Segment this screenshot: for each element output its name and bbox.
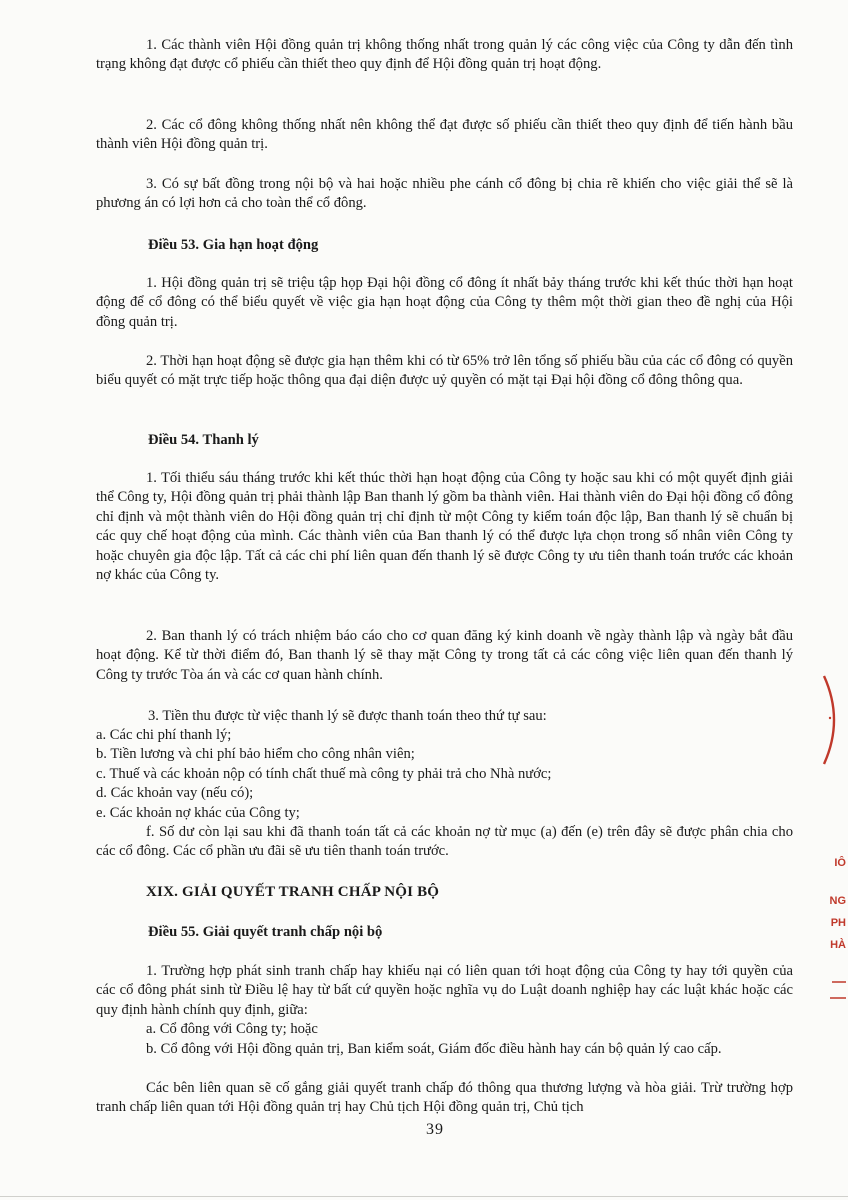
stamp-text: NG bbox=[829, 895, 846, 907]
stamp-text: IÔ bbox=[834, 857, 846, 869]
page-edge bbox=[0, 1196, 848, 1197]
paragraph-dissolution-1: 1. Các thành viên Hội đồng quản trị không thống nhất trong quản lý các công việc của Công ty dẫn đến tình trạng không đạt được cổ phiếu cần thiết theo quy định để Hội đồng quản trị hoạt động. bbox=[96, 37, 793, 73]
list-item: b. Tiền lương và chi phí bảo hiểm cho công nhân viên; bbox=[96, 746, 415, 762]
article-55-heading: Điều 55. Giải quyết tranh chấp nội bộ bbox=[148, 924, 383, 940]
article-54-paragraph-1: 1. Tối thiểu sáu tháng trước khi kết thúc thời hạn hoạt động của Công ty hoặc sau khi có một quyết định giải thể Công ty, Hội đồng quản trị phải thành lập Ban thanh lý gồm ba thành viên. Hai thành viên do Đại hội đồng cổ đông chỉ định và một thành viên do Hội đồng quản trị chỉ định từ một Công ty kiểm toán độc lập, Ban thanh lý sẽ chuẩn bị các quy chế hoạt động của mình. Các thành viên của Ban thanh lý có thể được lựa chọn trong số nhân viên Công ty hoặc chuyên gia độc lập. Tất cả các chi phí liên quan đến thanh lý sẽ được Công ty ưu tiên thanh toán trước các khoản nợ khác của Công ty. bbox=[96, 470, 793, 584]
stamp-text: HÀ bbox=[830, 939, 846, 951]
red-stamp-fragment bbox=[826, 852, 848, 1002]
paragraph-dissolution-2: 2. Các cổ đông không thống nhất nên không thể đạt được số phiếu cần thiết theo quy định để tiến hành bầu thành viên Hội đồng quản trị. bbox=[96, 117, 793, 153]
article-54-paragraph-3: 3. Tiền thu được từ việc thanh lý sẽ được thanh toán theo thứ tự sau: bbox=[148, 708, 547, 724]
list-item: a. Các chi phí thanh lý; bbox=[96, 727, 232, 743]
article-54-heading: Điều 54. Thanh lý bbox=[148, 432, 259, 448]
list-item-f: f. Số dư còn lại sau khi đã thanh toán tất cả các khoản nợ từ mục (a) đến (e) trên đây sẽ được phân chia cho các cổ đông. Các cổ phần ưu đãi sẽ ưu tiên thanh toán trước. bbox=[96, 824, 793, 860]
list-item: d. Các khoản vay (nếu có); bbox=[96, 785, 254, 801]
section-19-heading: XIX. GIẢI QUYẾT TRANH CHẤP NỘI BỘ bbox=[146, 884, 440, 900]
article-53-heading: Điều 53. Gia hạn hoạt động bbox=[148, 237, 319, 253]
list-item: e. Các khoản nợ khác của Công ty; bbox=[96, 805, 300, 821]
red-stamp-arc bbox=[818, 672, 848, 768]
article-55-item-b: b. Cổ đông với Hội đồng quản trị, Ban kiểm soát, Giám đốc điều hành hay cán bộ quản lý cao cấp. bbox=[146, 1041, 722, 1057]
article-55-paragraph-2: Các bên liên quan sẽ cố gắng giải quyết tranh chấp đó thông qua thương lượng và hòa giải. Trừ trường hợp tranh chấp liên quan tới Hội đồng quản trị hay Chủ tịch Hội đồng quản trị, Chủ tịch bbox=[96, 1080, 793, 1116]
stamp-mark bbox=[828, 978, 848, 1002]
page-number: 39 bbox=[426, 1121, 444, 1138]
article-54-paragraph-2: 2. Ban thanh lý có trách nhiệm báo cáo cho cơ quan đăng ký kinh doanh về ngày thành lập và ngày bắt đầu hoạt động. Kể từ thời điểm đó, Ban thanh lý sẽ thay mặt Công ty trong tất cả các công việc liên quan đến thanh lý Công ty trước Tòa án và các cơ quan hành chính. bbox=[96, 628, 793, 683]
article-55-item-a: a. Cổ đông với Công ty; hoặc bbox=[146, 1021, 318, 1037]
paragraph-dissolution-3: 3. Có sự bất đồng trong nội bộ và hai hoặc nhiều phe cánh cổ đông bị chia rẽ khiến cho việc giải thể sẽ là phương án có lợi hơn cả cho toàn thể cổ đông. bbox=[96, 176, 793, 212]
list-item: c. Thuế và các khoản nộp có tính chất thuế mà công ty phải trả cho Nhà nước; bbox=[96, 766, 552, 782]
article-53-paragraph-1: 1. Hội đồng quản trị sẽ triệu tập họp Đại hội đồng cổ đông ít nhất bảy tháng trước khi kết thúc thời hạn hoạt động để cổ đông có thể biểu quyết về việc gia hạn hoạt động của Công ty thêm một thời gian theo đề nghị của Hội đồng quản trị. bbox=[96, 275, 793, 330]
stamp-text: PH bbox=[830, 917, 846, 929]
article-55-paragraph-1: 1. Trường hợp phát sinh tranh chấp hay khiếu nại có liên quan tới hoạt động của Công ty hay tới quyền của các cổ đông phát sinh từ Điều lệ hay từ bất cứ quyền hoặc nghĩa vụ do Luật doanh nghiệp hay các luật khác hoặc các quy định hành chính quy định, giữa: bbox=[96, 963, 793, 1018]
article-53-paragraph-2: 2. Thời hạn hoạt động sẽ được gia hạn thêm khi có từ 65% trở lên tổng số phiếu bầu của các cổ đông có quyền biểu quyết có mặt trực tiếp hoặc thông qua đại diện được uỷ quyền có mặt tại Đại hội đồng cổ đông thông qua. bbox=[96, 353, 793, 389]
